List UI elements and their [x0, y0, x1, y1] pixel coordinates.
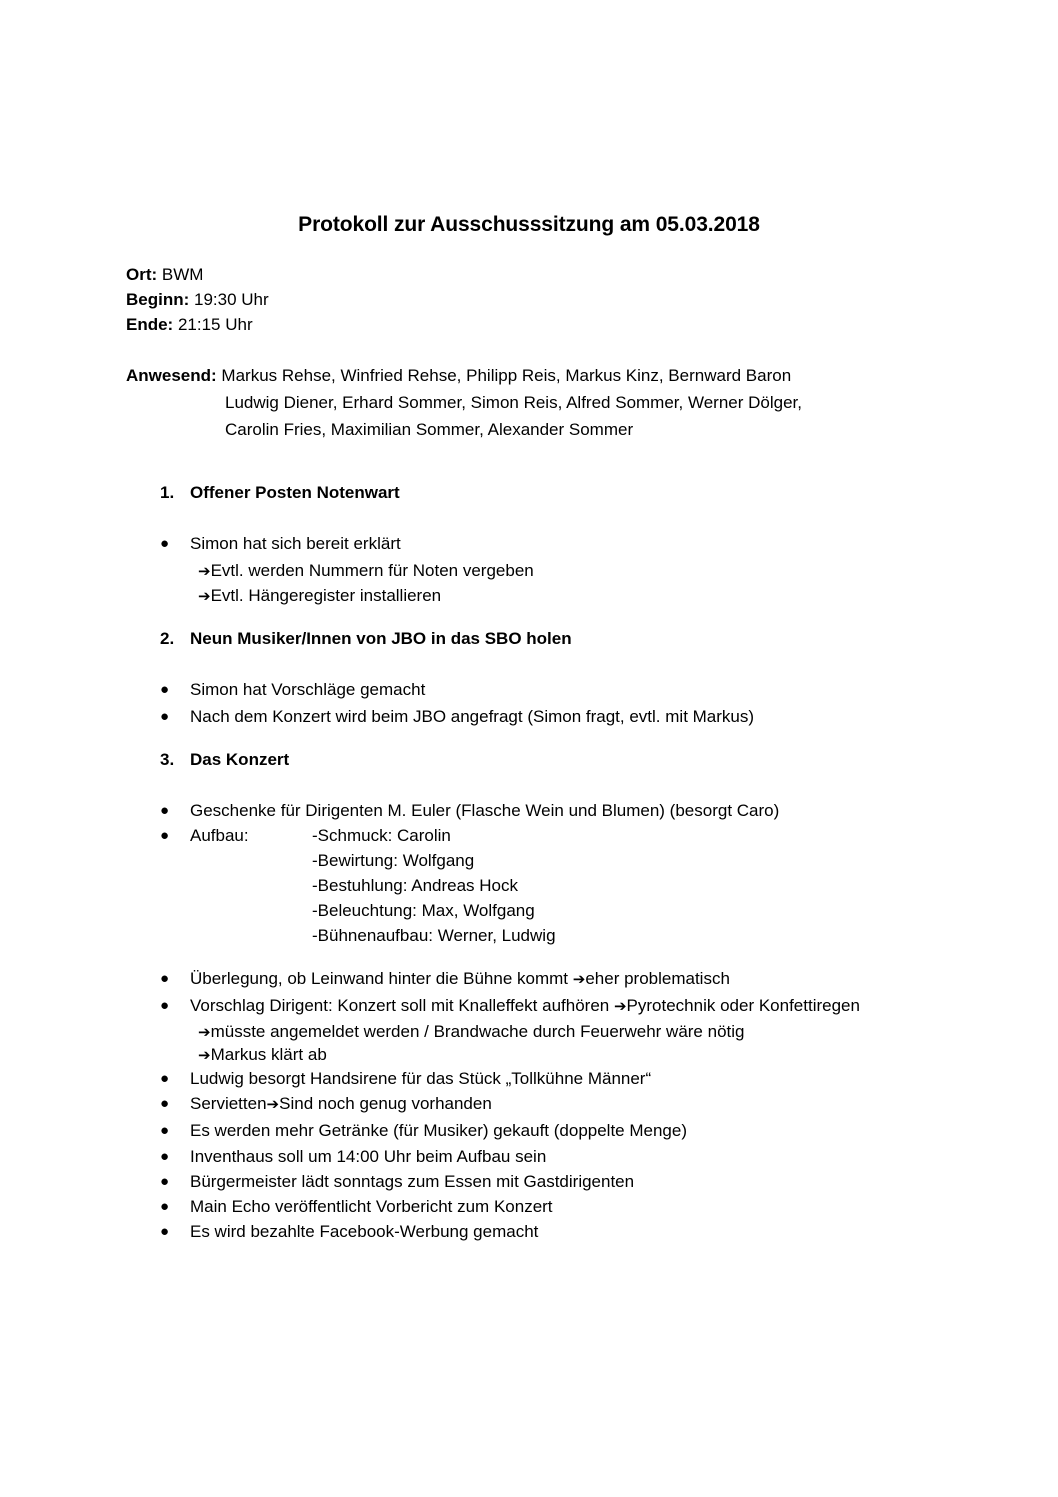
- list-item-lead: Vorschlag Dirigent: Konzert soll mit Knalleffekt aufhören: [190, 996, 614, 1015]
- sub-list-item-text: Markus klärt ab: [210, 1045, 327, 1064]
- attendance-names-line-1: Markus Rehse, Winfried Rehse, Philipp Reis, Markus Kinz, Bernward Baron: [221, 366, 792, 385]
- meta-row-beginn: [126, 287, 269, 312]
- section-number-1: 1.: [160, 483, 175, 502]
- meta-value-ende: 21:15 Uhr: [177, 315, 253, 334]
- aufbau-item: [312, 872, 518, 899]
- list-item-text: Simon hat sich bereit erklärt: [190, 534, 401, 553]
- list-item-text: [190, 1090, 492, 1118]
- list-item-text: Simon hat Vorschläge gemacht: [190, 680, 426, 699]
- bullet-icon: ●: [160, 1198, 170, 1215]
- bullet-icon: ●: [160, 997, 170, 1014]
- aufbau-item: [312, 822, 451, 849]
- list-item-text: Ludwig besorgt Handsirene für das Stück „Tollkühne Männer“: [190, 1069, 652, 1088]
- aufbau-item: [312, 922, 556, 949]
- bullet-icon: ●: [160, 1070, 170, 1087]
- attendance-names-line-3: Carolin Fries, Maximilian Sommer, Alexander Sommer: [225, 420, 634, 439]
- meta-row-ort: [126, 262, 269, 287]
- meta-row-ende: [126, 312, 269, 337]
- list-item-tail: Pyrotechnik oder Konfettiregen: [626, 996, 860, 1015]
- meta-label-beginn: Beginn:: [126, 290, 190, 309]
- arrow-icon: ➔: [266, 1095, 280, 1113]
- arrow-icon: ➔: [198, 1046, 211, 1064]
- aufbau-item: [312, 897, 535, 924]
- section-title-1: Offener Posten Notenwart: [190, 483, 400, 502]
- list-item-tail: Sind noch genug vorhanden: [279, 1094, 492, 1113]
- list-item-text: Es wird bezahlte Facebook-Werbung gemacht: [190, 1222, 539, 1241]
- list-item-lead: Überlegung, ob Leinwand hinter die Bühne kommt: [190, 969, 573, 988]
- list-item-text: Es werden mehr Getränke (für Musiker) gekauft (doppelte Menge): [190, 1121, 688, 1140]
- attendance-names-line-2: Ludwig Diener, Erhard Sommer, Simon Reis, Alfred Sommer, Werner Dölger,: [225, 393, 802, 412]
- bullet-icon: ●: [160, 1122, 170, 1139]
- meta-value-ort: BWM: [161, 265, 204, 284]
- page-title: Protokoll zur Ausschusssitzung am 05.03.2018: [298, 213, 760, 236]
- bullet-icon: ●: [160, 970, 170, 987]
- list-item-text: Main Echo veröffentlicht Vorbericht zum Konzert: [190, 1197, 553, 1216]
- sub-list-item: [198, 582, 441, 610]
- list-item-text: Aufbau:: [190, 826, 249, 845]
- sub-list-item-text: müsste angemeldet werden / Brandwache durch Feuerwehr wäre nötig: [210, 1022, 745, 1041]
- bullet-icon: ●: [160, 802, 170, 819]
- section-number-2: 2.: [160, 629, 175, 648]
- list-item-text: Geschenke für Dirigenten M. Euler (Flasche Wein und Blumen) (besorgt Caro): [190, 801, 780, 820]
- sub-list-item-text: Evtl. werden Nummern für Noten vergeben: [210, 561, 534, 580]
- list-item-text: Bürgermeister lädt sonntags zum Essen mit Gastdirigenten: [190, 1172, 635, 1191]
- section-title-3: Das Konzert: [190, 750, 290, 769]
- aufbau-item-text: -Beleuchtung: Max, Wolfgang: [312, 901, 535, 920]
- attendance-block: [126, 362, 986, 443]
- aufbau-item: [312, 847, 474, 874]
- sub-list-item: [198, 557, 534, 585]
- arrow-icon: ➔: [198, 562, 211, 580]
- list-item-tail: eher problematisch: [585, 969, 730, 988]
- list-item-text: Inventhaus soll um 14:00 Uhr beim Aufbau sein: [190, 1147, 547, 1166]
- list-item-lead: Servietten: [190, 1094, 267, 1113]
- section-number-3: 3.: [160, 750, 175, 769]
- bullet-icon: ●: [160, 1148, 170, 1165]
- bullet-icon: ●: [160, 535, 170, 552]
- arrow-icon: ➔: [613, 997, 627, 1015]
- attendance-names-line-3-row: [126, 416, 986, 443]
- meta-label-ende: Ende:: [126, 315, 174, 334]
- bullet-icon: ●: [160, 708, 170, 725]
- arrow-icon: ➔: [198, 587, 211, 605]
- meta-value-beginn: 19:30 Uhr: [194, 290, 269, 309]
- aufbau-item-text: -Bestuhlung: Andreas Hock: [312, 876, 519, 895]
- list-item-text: [190, 965, 730, 993]
- attendance-names-line-2-row: [126, 389, 986, 416]
- arrow-icon: ➔: [198, 1023, 211, 1041]
- bullet-icon: ●: [160, 827, 170, 844]
- arrow-icon: ➔: [572, 970, 586, 988]
- bullet-icon: ●: [160, 1095, 170, 1112]
- meta-label-ort: Ort:: [126, 265, 158, 284]
- aufbau-item-text: -Bewirtung: Wolfgang: [312, 851, 475, 870]
- list-item-text: Nach dem Konzert wird beim JBO angefragt (Simon fragt, evtl. mit Markus): [190, 707, 755, 726]
- bullet-icon: ●: [160, 1173, 170, 1190]
- list-item-text: [190, 992, 860, 1020]
- section-title-2: Neun Musiker/Innen von JBO in das SBO holen: [190, 629, 572, 648]
- meeting-metadata: [126, 262, 269, 337]
- attendance-first-line: [126, 362, 986, 389]
- bullet-icon: ●: [160, 1223, 170, 1240]
- aufbau-item-text: -Schmuck: Carolin: [312, 826, 451, 845]
- sub-list-item-text: Evtl. Hängeregister installieren: [210, 586, 442, 605]
- bullet-icon: ●: [160, 681, 170, 698]
- aufbau-item-text: -Bühnenaufbau: Werner, Ludwig: [312, 926, 556, 945]
- attendance-label: Anwesend:: [126, 366, 217, 385]
